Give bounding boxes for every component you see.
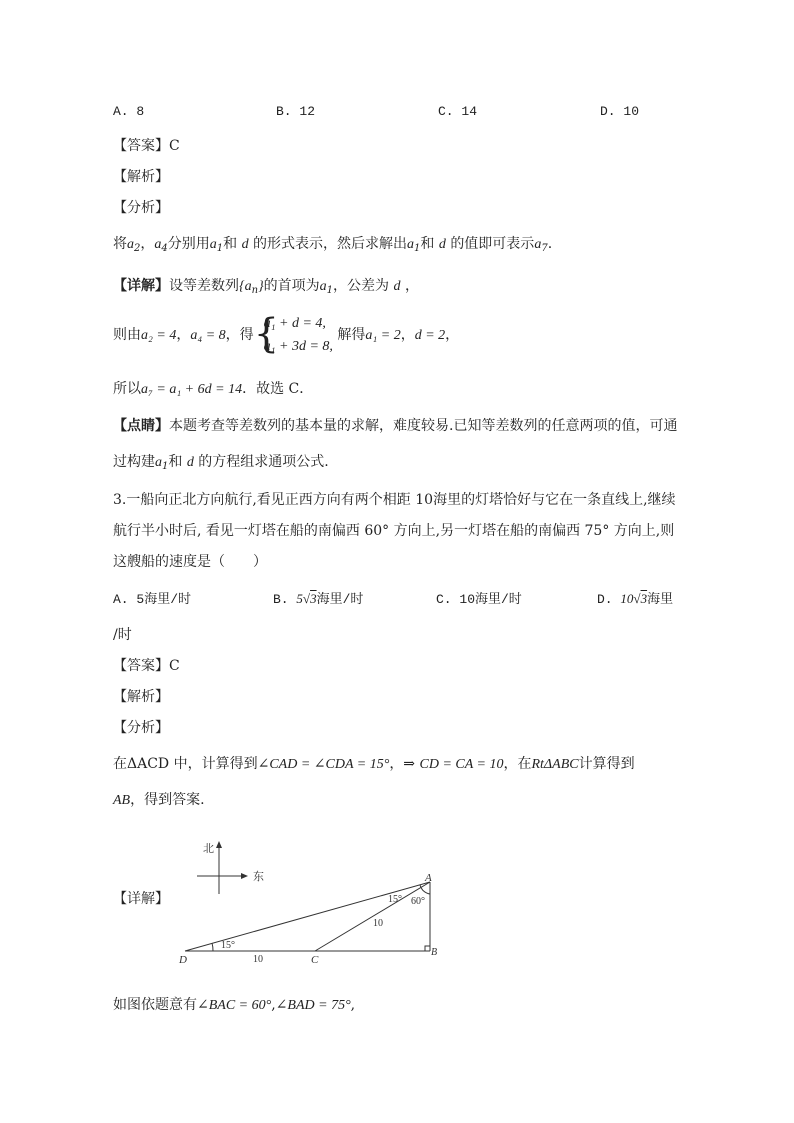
q3-last-line: 如图依题意有∠BAC = 60°,∠BAD = 75°, [113,997,356,1013]
label-length-dc: 10 [253,954,263,965]
angle-arc-a [420,885,430,894]
q3-fenxi-heading: 【分析】 [113,720,169,736]
geometry-figure [175,838,445,968]
option-a: A. 8 [113,104,145,119]
q3-option-b: B. 5√3海里/时 [273,591,364,607]
result-line: 所以a₇ = a₁ + 6d = 14．故选 C． [113,381,314,397]
q3-option-a: A. 5海里/时 [113,592,192,607]
answer-label: 【答案】C [113,138,180,154]
q3-stem-2: 航行半小时后, 看见一灯塔在船的南偏西 60° 方向上,另一灯塔在船的南偏西 75° 方向上,则 [113,523,675,539]
q3-stem-1: 3.一船向正北方向航行,看见正西方向有两个相距 10海里的灯塔恰好与它在一条直线上,继续 [113,492,676,508]
fenxi-text: 将$a_2$，$a_4$分别用$a_1$和 d 的形式表示，然后求解出$a_1$和 d 的值即可表示$a_7$. [113,236,553,254]
equation-line: 则由a₂ = 4，a₄ = 8，得 { a₁ + d = 4, a₁ + 3d = 8, 解得a₁ = 2，d = 2， [113,311,460,357]
label-east: 东 [253,871,264,883]
option-c: C. 14 [438,104,478,119]
label-north: 北 [203,843,214,855]
label-a: A [425,872,432,884]
detail-text: 【详解】设等差数列$\{a_n\}$的首项为$a_1$，公差为 d ， [113,278,419,296]
q3-option-d: D. 10√3海里 [597,591,674,607]
q3-answer: 【答案】C [113,658,180,674]
label-angle-60: 60° [411,896,425,907]
q3-fenxi-line-2: AB，得到答案. [113,792,205,808]
q3-detail-heading: 【详解】 [113,891,169,907]
option-b: B. 12 [276,104,316,119]
analysis-heading: 【解析】 [113,169,169,185]
east-arrow-icon [241,873,248,879]
fenxi-heading: 【分析】 [113,200,169,216]
comment-line-2: 过构建$a_1$和 d 的方程组求通项公式. [113,454,329,472]
segment-ac [315,882,430,951]
q3-option-c: C. 10海里/时 [436,592,522,607]
north-arrow-icon [216,841,222,848]
right-angle-b [425,946,430,951]
label-angle-15-a: 15° [388,894,402,905]
q3-stem-3: 这艘船的速度是（ ） [113,554,267,570]
comment-line-1: 【点睛】本题考查等差数列的基本量的求解，难度较易.已知等差数列的任意两项的值，可通 [113,418,678,434]
option-d: D. 10 [600,104,640,119]
label-length-ac: 10 [373,918,383,929]
label-d: D [179,954,187,966]
label-b: B [431,947,438,958]
q3-fenxi-line-1: 在ΔACD 中，计算得到∠CAD = ∠CDA = 15°，⇒ CD = CA = 10，在RtΔABC计算得到 [113,756,635,772]
label-c: C [311,954,319,966]
q3-option-d-wrap: /时 [113,627,132,643]
q3-analysis-heading: 【解析】 [113,689,169,705]
equation-system: { a₁ + d = 4, a₁ + 3d = 8, [253,311,333,357]
angle-arc-d [212,943,213,951]
label-angle-15-d: 15° [221,940,235,951]
